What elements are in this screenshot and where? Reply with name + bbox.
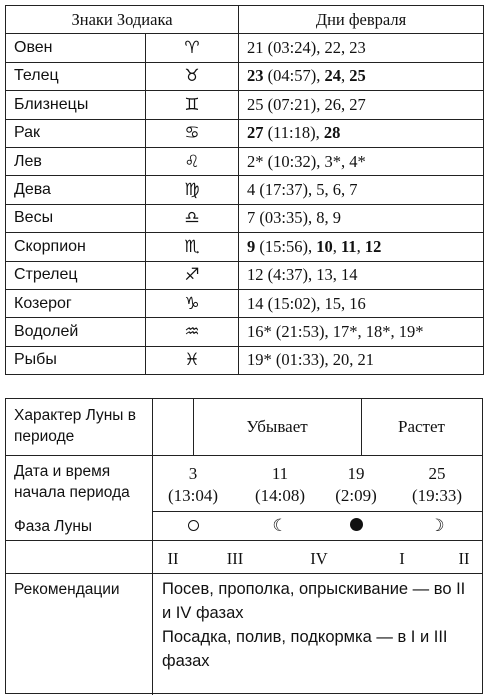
zodiac-sign-name: Скорпион bbox=[6, 233, 146, 261]
period-cell bbox=[316, 463, 396, 507]
waxing-label: Растет bbox=[398, 417, 445, 436]
zodiac-sign-name: Близнецы bbox=[6, 91, 146, 119]
phase-numeral: IV bbox=[310, 549, 328, 568]
zodiac-sign-name: Лев bbox=[6, 147, 146, 175]
zodiac-header-row bbox=[6, 6, 484, 34]
zodiac-row bbox=[6, 204, 484, 232]
zodiac-days: 19* (01:33), 20, 21 bbox=[239, 346, 484, 374]
zodiac-sign-name: Козерог bbox=[6, 289, 146, 317]
zodiac-sign-name: Рак bbox=[6, 119, 146, 147]
recommendations-label: Рекомендации bbox=[14, 581, 120, 598]
zodiac-sign-name: Рыбы bbox=[6, 346, 146, 374]
period-time: (13:04) bbox=[167, 486, 219, 505]
zodiac-row bbox=[6, 91, 484, 119]
period-date: 3 bbox=[188, 464, 198, 483]
period-date: 25 bbox=[428, 464, 446, 483]
zodiac-symbol-icon: ♌︎ bbox=[146, 147, 239, 175]
zodiac-row bbox=[6, 261, 484, 289]
zodiac-table bbox=[5, 5, 484, 375]
zodiac-symbol-icon: ♈︎ bbox=[146, 34, 239, 62]
zodiac-symbol-icon: ♓︎ bbox=[146, 346, 239, 374]
zodiac-symbol-icon: ♏︎ bbox=[146, 233, 239, 261]
zodiac-sign-name: Телец bbox=[6, 62, 146, 90]
period-date: 11 bbox=[271, 464, 289, 483]
full-moon-icon bbox=[341, 516, 371, 536]
zodiac-days: 14 (15:02), 15, 16 bbox=[239, 289, 484, 317]
zodiac-days: 16* (21:53), 17*, 18*, 19* bbox=[239, 318, 484, 346]
moon-character-label: Характер Луны в периоде bbox=[14, 407, 136, 445]
new-moon-icon bbox=[178, 516, 208, 536]
zodiac-row bbox=[6, 147, 484, 175]
period-time: (19:33) bbox=[411, 486, 463, 505]
period-time: (2:09) bbox=[335, 486, 377, 505]
zodiac-symbol-icon: ♋︎ bbox=[146, 119, 239, 147]
zodiac-symbol-icon: ♎︎ bbox=[146, 204, 239, 232]
zodiac-days: 25 (07:21), 26, 27 bbox=[239, 91, 484, 119]
zodiac-sign-name: Овен bbox=[6, 34, 146, 62]
zodiac-sign-name: Стрелец bbox=[6, 261, 146, 289]
recommendation-line: Посадка, полив, подкормка — в I и III фазах bbox=[162, 628, 448, 670]
zodiac-sign-name: Весы bbox=[6, 204, 146, 232]
zodiac-symbol-icon: ♍︎ bbox=[146, 176, 239, 204]
period-start-label: Дата и время начала периода bbox=[14, 463, 130, 501]
zodiac-row bbox=[6, 62, 484, 90]
period-date: 19 bbox=[347, 464, 365, 483]
zodiac-row bbox=[6, 233, 484, 261]
period-cell bbox=[153, 463, 233, 507]
zodiac-days: 23 (04:57), 24, 25 bbox=[239, 62, 484, 90]
period-time: (14:08) bbox=[254, 486, 306, 505]
waning-label: Убывает bbox=[246, 417, 308, 436]
zodiac-sign-name: Водолей bbox=[6, 318, 146, 346]
phase-numeral: II bbox=[167, 549, 179, 568]
recommendation-line: Посев, прополка, опрыскивание — во II и IV фазах bbox=[162, 580, 466, 622]
zodiac-days: 21 (03:24), 22, 23 bbox=[239, 34, 484, 62]
zodiac-row bbox=[6, 289, 484, 317]
zodiac-days: 9 (15:56), 10, 11, 12 bbox=[239, 233, 484, 261]
zodiac-symbol-icon: ♒︎ bbox=[146, 318, 239, 346]
phase-numeral: III bbox=[226, 549, 244, 568]
moon-phase-table bbox=[5, 398, 483, 694]
zodiac-row bbox=[6, 346, 484, 374]
recommendations-text bbox=[162, 577, 474, 673]
zodiac-symbol-icon: ♑︎ bbox=[146, 289, 239, 317]
first-quarter-icon: ☽ bbox=[429, 516, 445, 535]
zodiac-days: 27 (11:18), 28 bbox=[239, 119, 484, 147]
zodiac-symbol-icon: ♊︎ bbox=[146, 91, 239, 119]
zodiac-days: 4 (17:37), 5, 6, 7 bbox=[239, 176, 484, 204]
phase-numeral: II bbox=[458, 549, 470, 568]
zodiac-row bbox=[6, 119, 484, 147]
zodiac-days: 12 (4:37), 13, 14 bbox=[239, 261, 484, 289]
zodiac-days: 7 (03:35), 8, 9 bbox=[239, 204, 484, 232]
zodiac-days: 2* (10:32), 3*, 4* bbox=[239, 147, 484, 175]
zodiac-symbol-icon: ♐︎ bbox=[146, 261, 239, 289]
moon-phase-label: Фаза Луны bbox=[14, 518, 93, 535]
february-days-header: Дни февраля bbox=[239, 6, 484, 34]
period-cell bbox=[397, 463, 477, 507]
zodiac-sign-header: Знаки Зодиака bbox=[6, 6, 239, 34]
zodiac-row bbox=[6, 176, 484, 204]
period-cell bbox=[240, 463, 320, 507]
zodiac-sign-name: Дева bbox=[6, 176, 146, 204]
phase-numeral: I bbox=[399, 549, 405, 568]
zodiac-symbol-icon: ♉︎ bbox=[146, 62, 239, 90]
last-quarter-icon: ☾ bbox=[272, 516, 288, 535]
zodiac-row bbox=[6, 318, 484, 346]
zodiac-row bbox=[6, 34, 484, 62]
